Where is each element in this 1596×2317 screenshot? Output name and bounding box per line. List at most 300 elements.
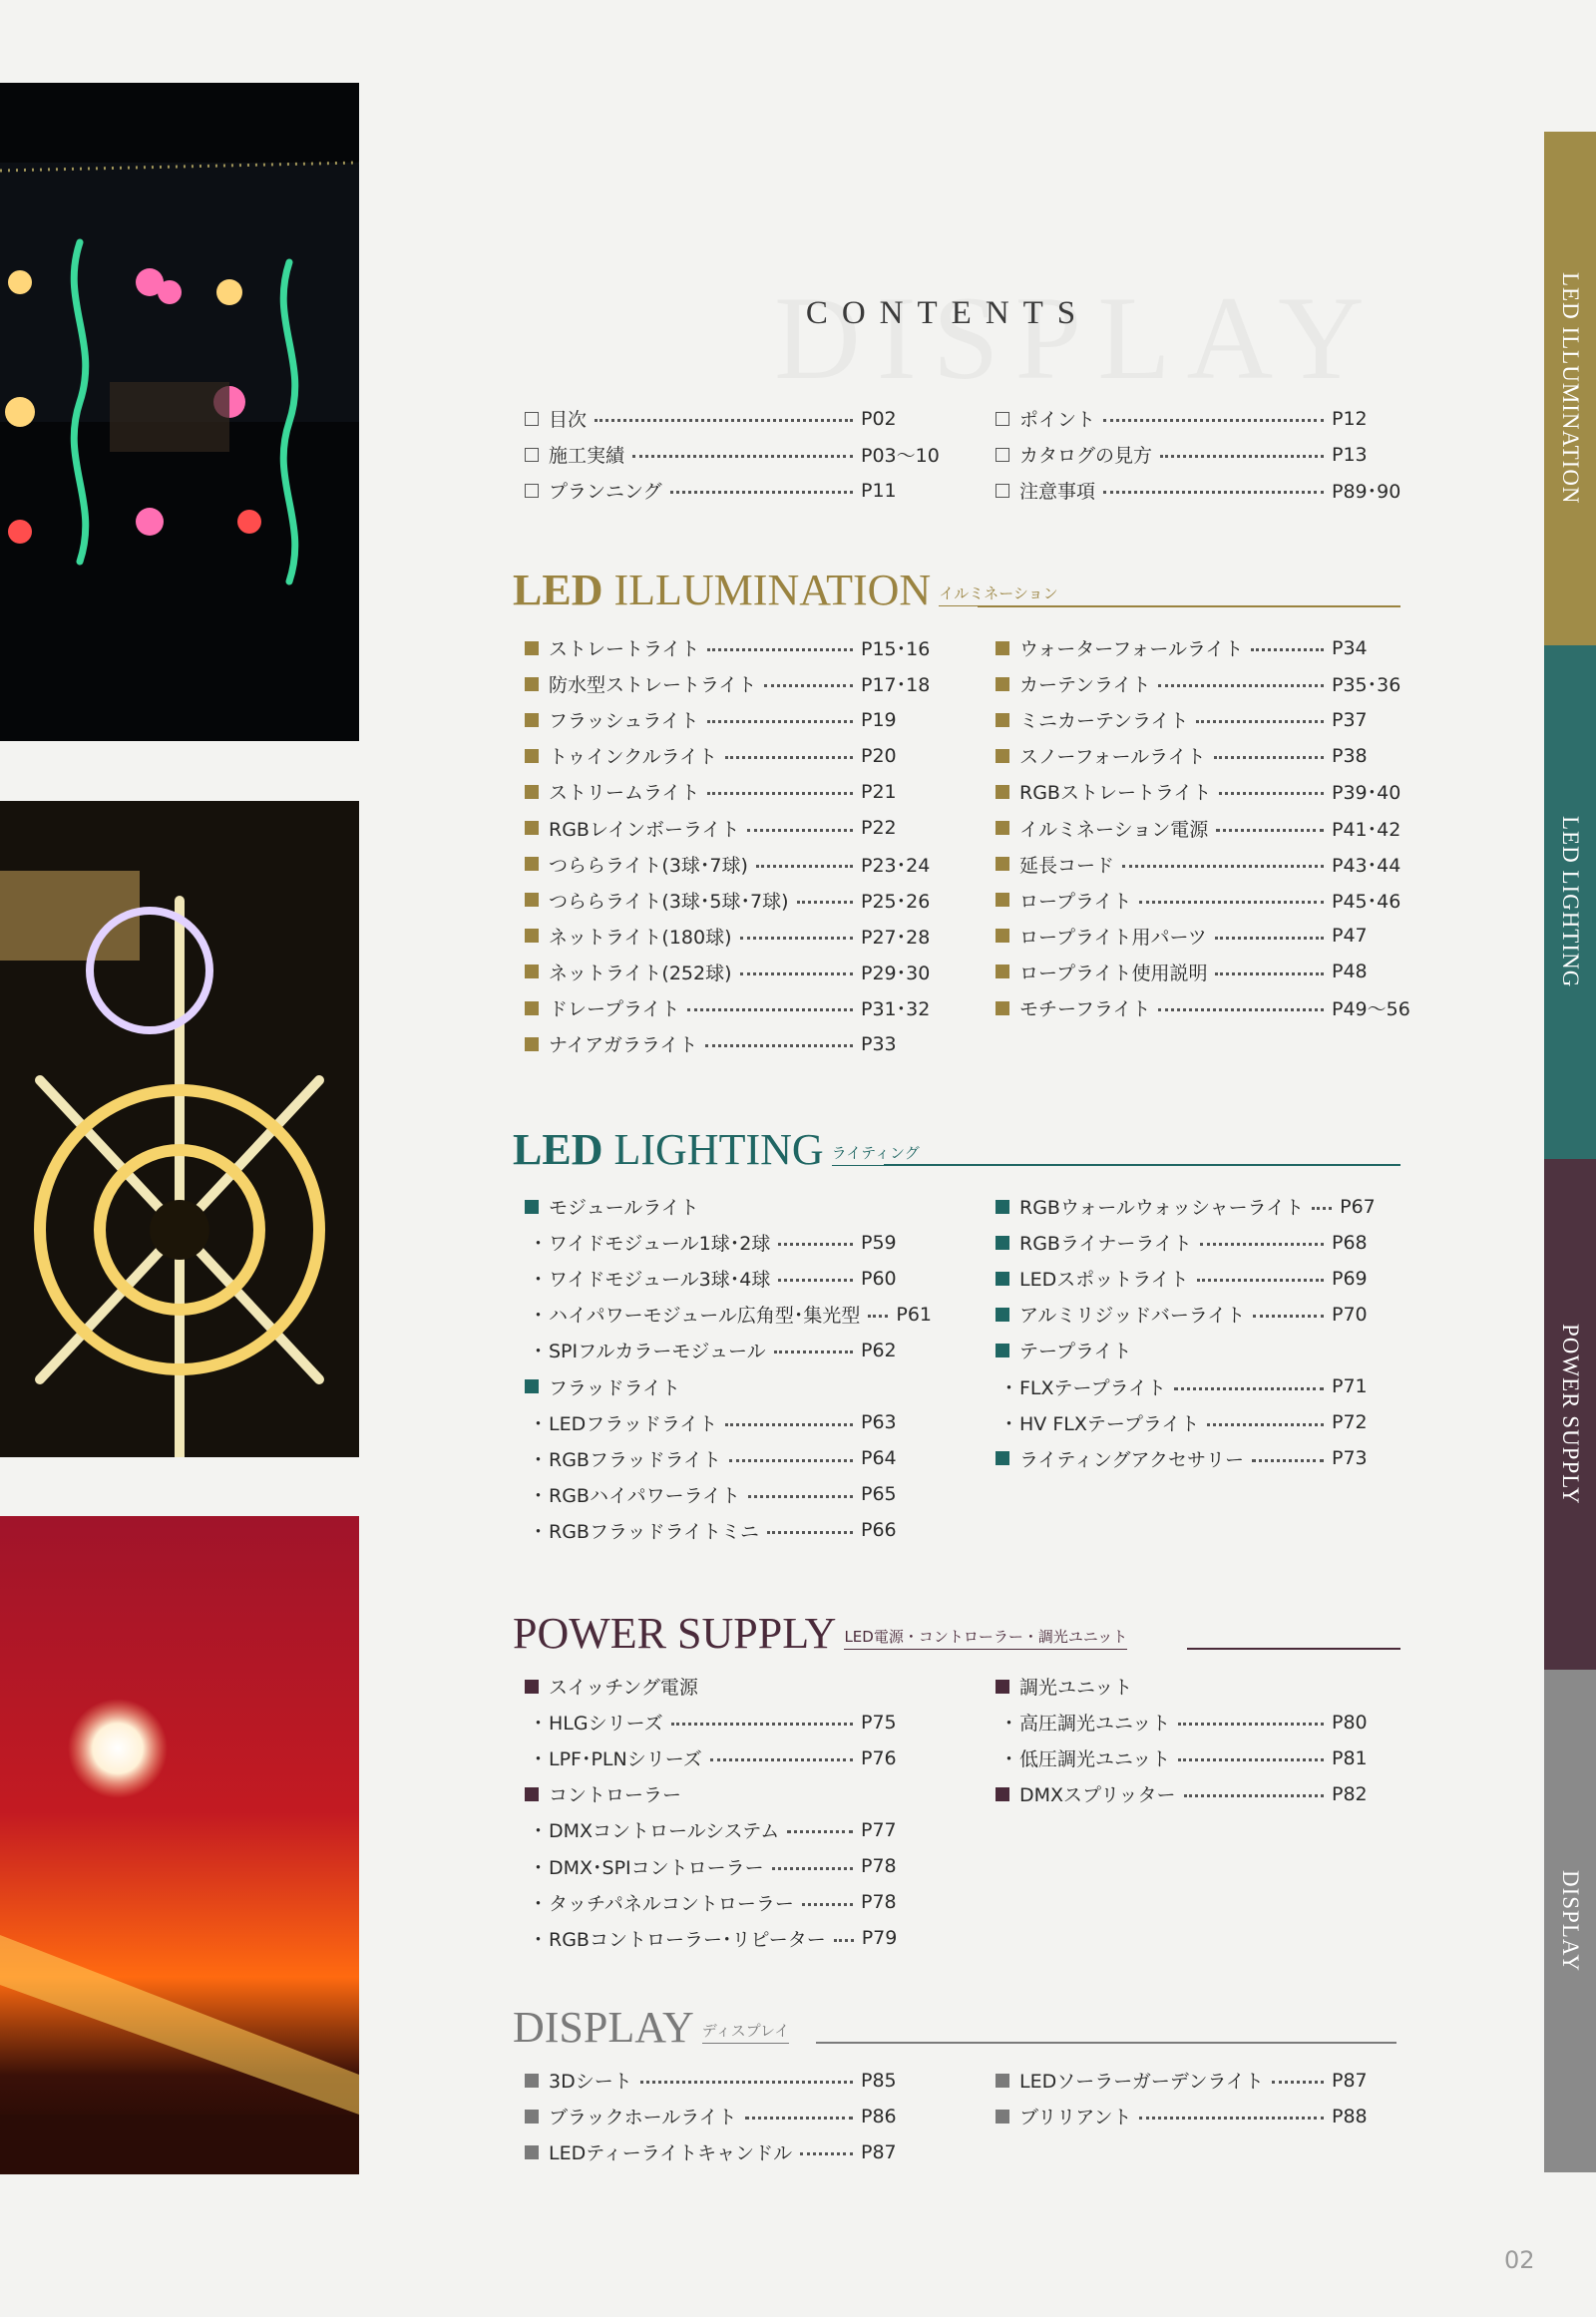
toc-label: RGBコントローラー･リピーター bbox=[549, 1928, 826, 1951]
square-bullet-icon bbox=[525, 2145, 539, 2159]
rule-lighting bbox=[884, 1164, 1400, 1166]
dot-bullet-icon: ・ bbox=[529, 1713, 549, 1736]
square-bullet-icon bbox=[996, 929, 1009, 943]
checkbox-icon bbox=[996, 484, 1009, 498]
toc-entry[interactable] bbox=[525, 2138, 939, 2165]
dot-bullet-icon: ・ bbox=[529, 1748, 549, 1771]
dot-leader bbox=[740, 937, 853, 940]
dot-leader bbox=[632, 455, 853, 458]
square-bullet-icon bbox=[525, 2074, 539, 2088]
toc-label: ブラックホールライト bbox=[549, 2107, 737, 2129]
contents-title: CONTENTS bbox=[805, 295, 1090, 331]
toc-page: P41･42 bbox=[1332, 818, 1401, 841]
toc-label: ウォーターフォールライト bbox=[1019, 638, 1244, 660]
square-bullet-icon bbox=[996, 1200, 1009, 1214]
dot-leader bbox=[774, 1351, 853, 1353]
heading-led-illumination: LED ILLUMINATION イルミネーション bbox=[513, 566, 1058, 614]
toc-page: P59 bbox=[861, 1231, 897, 1254]
dot-leader bbox=[707, 648, 853, 651]
toc-entry[interactable] bbox=[525, 1517, 939, 1544]
dot-leader bbox=[747, 829, 853, 832]
checkbox-icon bbox=[525, 448, 539, 462]
toc-page: P37 bbox=[1332, 708, 1368, 731]
toc-page: P79 bbox=[861, 1927, 898, 1950]
square-bullet-icon bbox=[996, 2074, 1009, 2088]
square-bullet-icon bbox=[525, 1379, 539, 1393]
dot-leader bbox=[670, 491, 853, 494]
square-bullet-icon bbox=[525, 821, 539, 835]
dot-leader bbox=[797, 901, 853, 904]
dot-bullet-icon: ・ bbox=[529, 1233, 549, 1256]
tab-display[interactable]: DISPLAY bbox=[1544, 1670, 1596, 2172]
toc-page: P34 bbox=[1332, 636, 1368, 659]
square-bullet-icon bbox=[525, 785, 539, 799]
toc-page: P25･26 bbox=[861, 890, 931, 913]
dot-leader bbox=[671, 1723, 853, 1726]
toc-label: DMXコントロールシステム bbox=[549, 1820, 780, 1843]
square-bullet-icon bbox=[996, 785, 1009, 799]
toc-page: P80 bbox=[1332, 1711, 1368, 1734]
rule-display bbox=[816, 2042, 1396, 2044]
checkbox-icon bbox=[996, 448, 1009, 462]
dot-bullet-icon: ・ bbox=[529, 1448, 549, 1471]
toc-entry[interactable] bbox=[525, 887, 939, 914]
toc-entry[interactable] bbox=[996, 1265, 1409, 1292]
dot-bullet-icon: ・ bbox=[529, 1305, 549, 1328]
toc-entry[interactable] bbox=[525, 1889, 939, 1916]
toc-page: P67 bbox=[1340, 1195, 1376, 1218]
dot-bullet-icon: ・ bbox=[529, 1820, 549, 1843]
square-bullet-icon bbox=[996, 677, 1009, 691]
toc-entry[interactable] bbox=[996, 923, 1409, 950]
dot-leader bbox=[1215, 937, 1324, 940]
toc-page: P71 bbox=[1332, 1375, 1368, 1397]
toc-entry[interactable] bbox=[525, 477, 939, 504]
toc-page: P43･44 bbox=[1332, 854, 1401, 877]
toc-page: P60 bbox=[861, 1267, 897, 1290]
toc-page: P86 bbox=[861, 2105, 897, 2127]
toc-entry[interactable] bbox=[525, 1780, 939, 1807]
toc-label: フラッドライト bbox=[549, 1376, 681, 1399]
lighting-photo bbox=[0, 801, 359, 1457]
toc-entry[interactable] bbox=[525, 1853, 939, 1880]
toc-page: P17･18 bbox=[861, 674, 931, 697]
toc-entry[interactable] bbox=[996, 851, 1409, 878]
toc-label: 防水型ストレートライト bbox=[549, 674, 757, 697]
dot-leader bbox=[868, 1315, 888, 1318]
toc-page: P73 bbox=[1332, 1447, 1368, 1470]
square-bullet-icon bbox=[996, 1308, 1009, 1322]
rule-illumination bbox=[978, 605, 1400, 607]
dot-leader bbox=[800, 2152, 853, 2155]
toc-label: 施工実績 bbox=[549, 445, 625, 468]
toc-label: ワイドモジュール3球･4球 bbox=[549, 1269, 771, 1292]
toc-page: P15･16 bbox=[861, 638, 931, 660]
page-number: 02 bbox=[1504, 2246, 1535, 2274]
square-bullet-icon bbox=[525, 965, 539, 978]
toc-entry[interactable] bbox=[525, 1409, 939, 1436]
toc-page: P33 bbox=[861, 1032, 897, 1055]
toc-entry[interactable] bbox=[525, 778, 939, 805]
square-bullet-icon bbox=[525, 1787, 539, 1801]
toc-entry[interactable] bbox=[996, 1337, 1409, 1363]
toc-entry[interactable] bbox=[996, 405, 1409, 432]
dot-leader bbox=[640, 2081, 853, 2084]
ghost-watermark bbox=[658, 269, 1496, 407]
toc-entry[interactable] bbox=[996, 2067, 1409, 2094]
dot-leader bbox=[1196, 720, 1324, 723]
toc-page: P69 bbox=[1332, 1267, 1368, 1290]
toc-label: モチーフライト bbox=[1019, 998, 1151, 1020]
toc-label: ポイント bbox=[1019, 409, 1096, 431]
toc-page: P19 bbox=[861, 708, 897, 731]
dot-bullet-icon: ・ bbox=[999, 1713, 1019, 1736]
toc-entry[interactable] bbox=[996, 1409, 1409, 1436]
illumination-photo bbox=[0, 83, 359, 741]
square-bullet-icon bbox=[996, 641, 1009, 655]
square-bullet-icon bbox=[996, 749, 1009, 763]
tab-led-lighting[interactable]: LED LIGHTING bbox=[1544, 645, 1596, 1159]
toc-label: 注意事項 bbox=[1019, 481, 1096, 504]
toc-page: P11 bbox=[861, 479, 897, 502]
toc-page: P47 bbox=[1332, 925, 1368, 948]
toc-entry[interactable] bbox=[525, 742, 939, 769]
square-bullet-icon bbox=[525, 1680, 539, 1694]
toc-entry[interactable] bbox=[996, 887, 1409, 914]
toc-entry[interactable] bbox=[996, 634, 1409, 661]
dot-leader bbox=[725, 756, 853, 759]
dot-bullet-icon: ・ bbox=[529, 1484, 549, 1507]
square-bullet-icon bbox=[525, 677, 539, 691]
square-bullet-icon bbox=[525, 2110, 539, 2124]
toc-entry[interactable] bbox=[525, 670, 939, 697]
toc-page: P87 bbox=[861, 2140, 897, 2163]
toc-label: RGBフラッドライトミニ bbox=[549, 1520, 760, 1543]
dot-bullet-icon: ・ bbox=[529, 1520, 549, 1543]
toc-entry[interactable] bbox=[525, 1709, 939, 1736]
toc-page: P12 bbox=[1332, 407, 1368, 430]
toc-page: P72 bbox=[1332, 1411, 1368, 1434]
square-bullet-icon bbox=[525, 1200, 539, 1214]
checkbox-icon bbox=[996, 412, 1009, 426]
dot-leader bbox=[740, 972, 853, 975]
dot-leader bbox=[725, 1423, 853, 1426]
toc-page: P49〜56 bbox=[1332, 998, 1410, 1020]
toc-label: SPIフルカラーモジュール bbox=[549, 1341, 766, 1363]
square-bullet-icon bbox=[996, 1680, 1009, 1694]
dot-leader bbox=[707, 720, 853, 723]
dot-bullet-icon: ・ bbox=[529, 1341, 549, 1363]
toc-entry[interactable] bbox=[525, 815, 939, 842]
square-bullet-icon bbox=[525, 641, 539, 655]
toc-entry[interactable] bbox=[996, 670, 1409, 697]
toc-label: ライティングアクセサリー bbox=[1019, 1448, 1244, 1471]
square-bullet-icon bbox=[996, 1001, 1009, 1015]
toc-entry[interactable] bbox=[525, 851, 939, 878]
square-bullet-icon bbox=[525, 857, 539, 871]
toc-entry[interactable] bbox=[996, 1673, 1409, 1700]
toc-page: P78 bbox=[861, 1855, 897, 1877]
heading-power-supply: POWER SUPPLY LED電源・コントローラー・調光ユニット bbox=[513, 1609, 1128, 1658]
toc-entry[interactable] bbox=[996, 2103, 1409, 2129]
toc-label: LEDティーライトキャンドル bbox=[549, 2142, 793, 2165]
toc-page: P89･90 bbox=[1332, 481, 1401, 504]
dot-leader bbox=[705, 1044, 853, 1047]
toc-label: LEDスポットライト bbox=[1019, 1269, 1189, 1292]
toc-label: LPF･PLNシリーズ bbox=[549, 1748, 702, 1771]
toc-entry[interactable] bbox=[525, 1925, 939, 1952]
toc-entry[interactable] bbox=[996, 1229, 1409, 1256]
dot-leader bbox=[1158, 1008, 1324, 1011]
dot-leader bbox=[767, 1531, 853, 1534]
tab-led-illumination[interactable]: LED ILLUMINATION bbox=[1544, 132, 1596, 645]
toc-page: P78 bbox=[861, 1891, 897, 1914]
subtitle-display: ディスプレイ bbox=[702, 2020, 789, 2044]
dot-leader bbox=[1197, 1279, 1324, 1282]
dot-leader bbox=[1200, 1243, 1324, 1246]
toc-page: P20 bbox=[861, 744, 897, 767]
toc-page: P76 bbox=[861, 1746, 897, 1769]
toc-page: P21 bbox=[861, 780, 897, 803]
dot-leader bbox=[1252, 1459, 1324, 1462]
toc-entry[interactable] bbox=[996, 778, 1409, 805]
toc-label: プランニング bbox=[549, 481, 662, 504]
toc-label: LEDフラッドライト bbox=[549, 1412, 718, 1435]
toc-label: DMXスプリッター bbox=[1019, 1784, 1176, 1807]
toc-label: ワイドモジュール1球･2球 bbox=[549, 1233, 771, 1256]
dot-leader bbox=[1103, 491, 1324, 494]
toc-label: 目次 bbox=[549, 409, 588, 431]
toc-label: 調光ユニット bbox=[1019, 1677, 1133, 1699]
toc-page: P75 bbox=[861, 1711, 897, 1734]
toc-entry[interactable] bbox=[996, 441, 1409, 468]
toc-entry[interactable] bbox=[996, 959, 1409, 985]
toc-entry[interactable] bbox=[996, 477, 1409, 504]
toc-entry[interactable] bbox=[525, 1229, 939, 1256]
toc-label: RGBレインボーライト bbox=[549, 818, 740, 841]
dot-leader bbox=[787, 1830, 853, 1833]
square-bullet-icon bbox=[525, 929, 539, 943]
toc-page: P27･28 bbox=[861, 926, 931, 949]
square-bullet-icon bbox=[996, 893, 1009, 907]
toc-label: つららライト(3球･5球･7球) bbox=[549, 890, 789, 913]
toc-entry[interactable] bbox=[525, 1481, 939, 1508]
toc-entry[interactable] bbox=[525, 405, 939, 432]
dot-leader bbox=[1219, 792, 1324, 795]
toc-page: P39･40 bbox=[1332, 782, 1401, 805]
toc-page: P77 bbox=[861, 1818, 897, 1841]
toc-label: LEDソーラーガーデンライト bbox=[1019, 2071, 1264, 2093]
toc-entry[interactable] bbox=[525, 634, 939, 661]
toc-entry[interactable] bbox=[525, 1445, 939, 1472]
toc-label: RGBフラッドライト bbox=[549, 1448, 722, 1471]
dot-leader bbox=[1178, 1758, 1324, 1761]
toc-label: テープライト bbox=[1019, 1341, 1132, 1363]
toc-label: ミニカーテンライト bbox=[1019, 710, 1189, 733]
dot-leader bbox=[748, 1495, 853, 1498]
dot-leader bbox=[1253, 1315, 1324, 1318]
toc-label: RGBウォールウォッシャーライト bbox=[1019, 1197, 1305, 1219]
toc-label: タッチパネルコントローラー bbox=[549, 1892, 794, 1915]
toc-label: ネットライト(180球) bbox=[549, 926, 732, 949]
toc-page: P88 bbox=[1332, 2105, 1368, 2127]
dot-leader bbox=[1214, 756, 1324, 759]
toc-label: つららライト(3球･7球) bbox=[549, 854, 748, 877]
toc-page: P68 bbox=[1332, 1231, 1368, 1254]
dot-leader bbox=[1103, 419, 1324, 422]
toc-entry[interactable] bbox=[525, 959, 939, 985]
toc-entry[interactable] bbox=[996, 815, 1409, 842]
toc-entry[interactable] bbox=[996, 1744, 1409, 1771]
toc-entry[interactable] bbox=[996, 1780, 1409, 1807]
toc-label: 延長コード bbox=[1019, 854, 1115, 877]
toc-label: ナイアガラライト bbox=[549, 1034, 698, 1057]
side-tabs bbox=[1544, 132, 1596, 2172]
toc-label: アルミリジッドバーライト bbox=[1019, 1305, 1246, 1328]
toc-entry[interactable] bbox=[996, 1301, 1409, 1328]
toc-page: P03〜10 bbox=[861, 445, 940, 468]
toc-entry[interactable] bbox=[525, 1337, 939, 1363]
toc-entry[interactable] bbox=[525, 2103, 939, 2129]
dot-bullet-icon: ・ bbox=[529, 1892, 549, 1915]
square-bullet-icon bbox=[525, 893, 539, 907]
toc-entry[interactable] bbox=[525, 1265, 939, 1292]
toc-entry[interactable] bbox=[996, 1709, 1409, 1736]
square-bullet-icon bbox=[996, 1272, 1009, 1286]
subtitle-illumination: イルミネーション bbox=[939, 582, 1057, 606]
toc-page: P23･24 bbox=[861, 854, 931, 877]
square-bullet-icon bbox=[996, 1344, 1009, 1357]
toc-label: フラッシュライト bbox=[549, 710, 699, 733]
toc-page: P87 bbox=[1332, 2069, 1368, 2092]
toc-entry[interactable] bbox=[525, 1373, 939, 1400]
dot-bullet-icon: ・ bbox=[999, 1412, 1019, 1435]
toc-label: ロープライト用パーツ bbox=[1019, 926, 1207, 949]
dot-leader bbox=[745, 2117, 853, 2120]
dot-leader bbox=[1122, 865, 1324, 868]
toc-page: P82 bbox=[1332, 1782, 1368, 1805]
dot-leader bbox=[834, 1939, 854, 1942]
toc-label: スイッチング電源 bbox=[549, 1677, 698, 1699]
toc-label: カタログの見方 bbox=[1019, 445, 1153, 468]
toc-label: カーテンライト bbox=[1019, 674, 1151, 697]
subtitle-power-supply: LED電源・コントローラー・調光ユニット bbox=[844, 1626, 1127, 1650]
toc-label: DMX･SPIコントローラー bbox=[549, 1856, 764, 1879]
toc-entry[interactable] bbox=[525, 1816, 939, 1843]
dot-leader bbox=[1158, 684, 1324, 687]
toc-entry[interactable] bbox=[996, 1373, 1409, 1400]
square-bullet-icon bbox=[525, 1001, 539, 1015]
square-bullet-icon bbox=[996, 821, 1009, 835]
toc-entry[interactable] bbox=[996, 994, 1409, 1021]
square-bullet-icon bbox=[996, 965, 1009, 978]
dot-leader bbox=[1251, 648, 1324, 651]
toc-entry[interactable] bbox=[996, 706, 1409, 733]
toc-label: 低圧調光ユニット bbox=[1019, 1748, 1171, 1771]
toc-entry[interactable] bbox=[996, 742, 1409, 769]
dot-leader bbox=[778, 1243, 853, 1246]
dot-bullet-icon: ・ bbox=[529, 1928, 549, 1951]
toc-entry[interactable] bbox=[525, 1673, 939, 1700]
toc-label: FLXテープライト bbox=[1019, 1376, 1167, 1399]
square-bullet-icon bbox=[996, 857, 1009, 871]
toc-page: P31･32 bbox=[861, 998, 931, 1020]
dot-leader bbox=[1312, 1207, 1332, 1210]
toc-page: P85 bbox=[861, 2069, 897, 2092]
toc-page: P64 bbox=[861, 1447, 897, 1470]
toc-entry[interactable] bbox=[525, 441, 939, 468]
dot-leader bbox=[1178, 1723, 1324, 1726]
toc-label: ブリリアント bbox=[1019, 2107, 1132, 2129]
dot-bullet-icon: ・ bbox=[999, 1376, 1019, 1399]
toc-page: P45･46 bbox=[1332, 890, 1401, 913]
toc-label: ストリームライト bbox=[549, 782, 700, 805]
toc-entry[interactable] bbox=[525, 1301, 939, 1328]
toc-label: RGBストレートライト bbox=[1019, 782, 1212, 805]
toc-entry[interactable] bbox=[996, 1193, 1409, 1220]
dot-leader bbox=[1160, 455, 1324, 458]
dot-bullet-icon: ・ bbox=[999, 1748, 1019, 1771]
square-bullet-icon bbox=[525, 1037, 539, 1051]
dot-leader bbox=[764, 684, 853, 687]
dot-leader bbox=[772, 1867, 853, 1870]
toc-page: P66 bbox=[861, 1519, 897, 1542]
toc-label: ネットライト(252球) bbox=[549, 962, 732, 984]
dot-leader bbox=[1139, 901, 1324, 904]
toc-page: P13 bbox=[1332, 443, 1368, 466]
toc-label: ドレープライト bbox=[549, 998, 680, 1020]
toc-entry[interactable] bbox=[525, 1744, 939, 1771]
toc-label: RGBハイパワーライト bbox=[549, 1484, 741, 1507]
toc-page: P35･36 bbox=[1332, 674, 1401, 697]
dot-leader bbox=[1174, 1387, 1324, 1390]
square-bullet-icon bbox=[996, 2110, 1009, 2124]
toc-label: HLGシリーズ bbox=[549, 1713, 663, 1736]
toc-page: P61 bbox=[896, 1303, 933, 1326]
toc-page: P81 bbox=[1332, 1746, 1368, 1769]
toc-label: ロープライト bbox=[1019, 890, 1132, 913]
square-bullet-icon bbox=[996, 1451, 1009, 1465]
tab-power-supply[interactable]: POWER SUPPLY bbox=[1544, 1159, 1596, 1670]
toc-entry[interactable] bbox=[525, 994, 939, 1021]
square-bullet-icon bbox=[996, 1236, 1009, 1250]
toc-entry[interactable] bbox=[525, 1030, 939, 1057]
toc-label: 3Dシート bbox=[549, 2071, 632, 2093]
checkbox-icon bbox=[525, 412, 539, 426]
toc-label: イルミネーション電源 bbox=[1019, 818, 1209, 841]
dot-leader bbox=[687, 1008, 853, 1011]
toc-label: RGBライナーライト bbox=[1019, 1233, 1192, 1256]
square-bullet-icon bbox=[525, 713, 539, 727]
subtitle-lighting: ライティング bbox=[832, 1142, 920, 1166]
dot-leader bbox=[1207, 1423, 1324, 1426]
dot-leader bbox=[1216, 829, 1324, 832]
toc-entry[interactable] bbox=[996, 1445, 1409, 1472]
toc-label: 高圧調光ユニット bbox=[1019, 1713, 1171, 1736]
toc-page: P48 bbox=[1332, 961, 1368, 983]
toc-entry[interactable] bbox=[525, 923, 939, 950]
toc-entry[interactable] bbox=[525, 2067, 939, 2094]
toc-entry[interactable] bbox=[525, 1193, 939, 1220]
dot-leader bbox=[1215, 972, 1324, 975]
toc-label: HV FLXテープライト bbox=[1019, 1412, 1200, 1435]
toc-label: トゥインクルライト bbox=[549, 746, 718, 769]
rule-power bbox=[1187, 1648, 1400, 1650]
toc-page: P62 bbox=[861, 1339, 897, 1361]
toc-label: コントローラー bbox=[549, 1784, 682, 1807]
toc-entry[interactable] bbox=[525, 706, 939, 733]
toc-page: P63 bbox=[861, 1411, 897, 1434]
